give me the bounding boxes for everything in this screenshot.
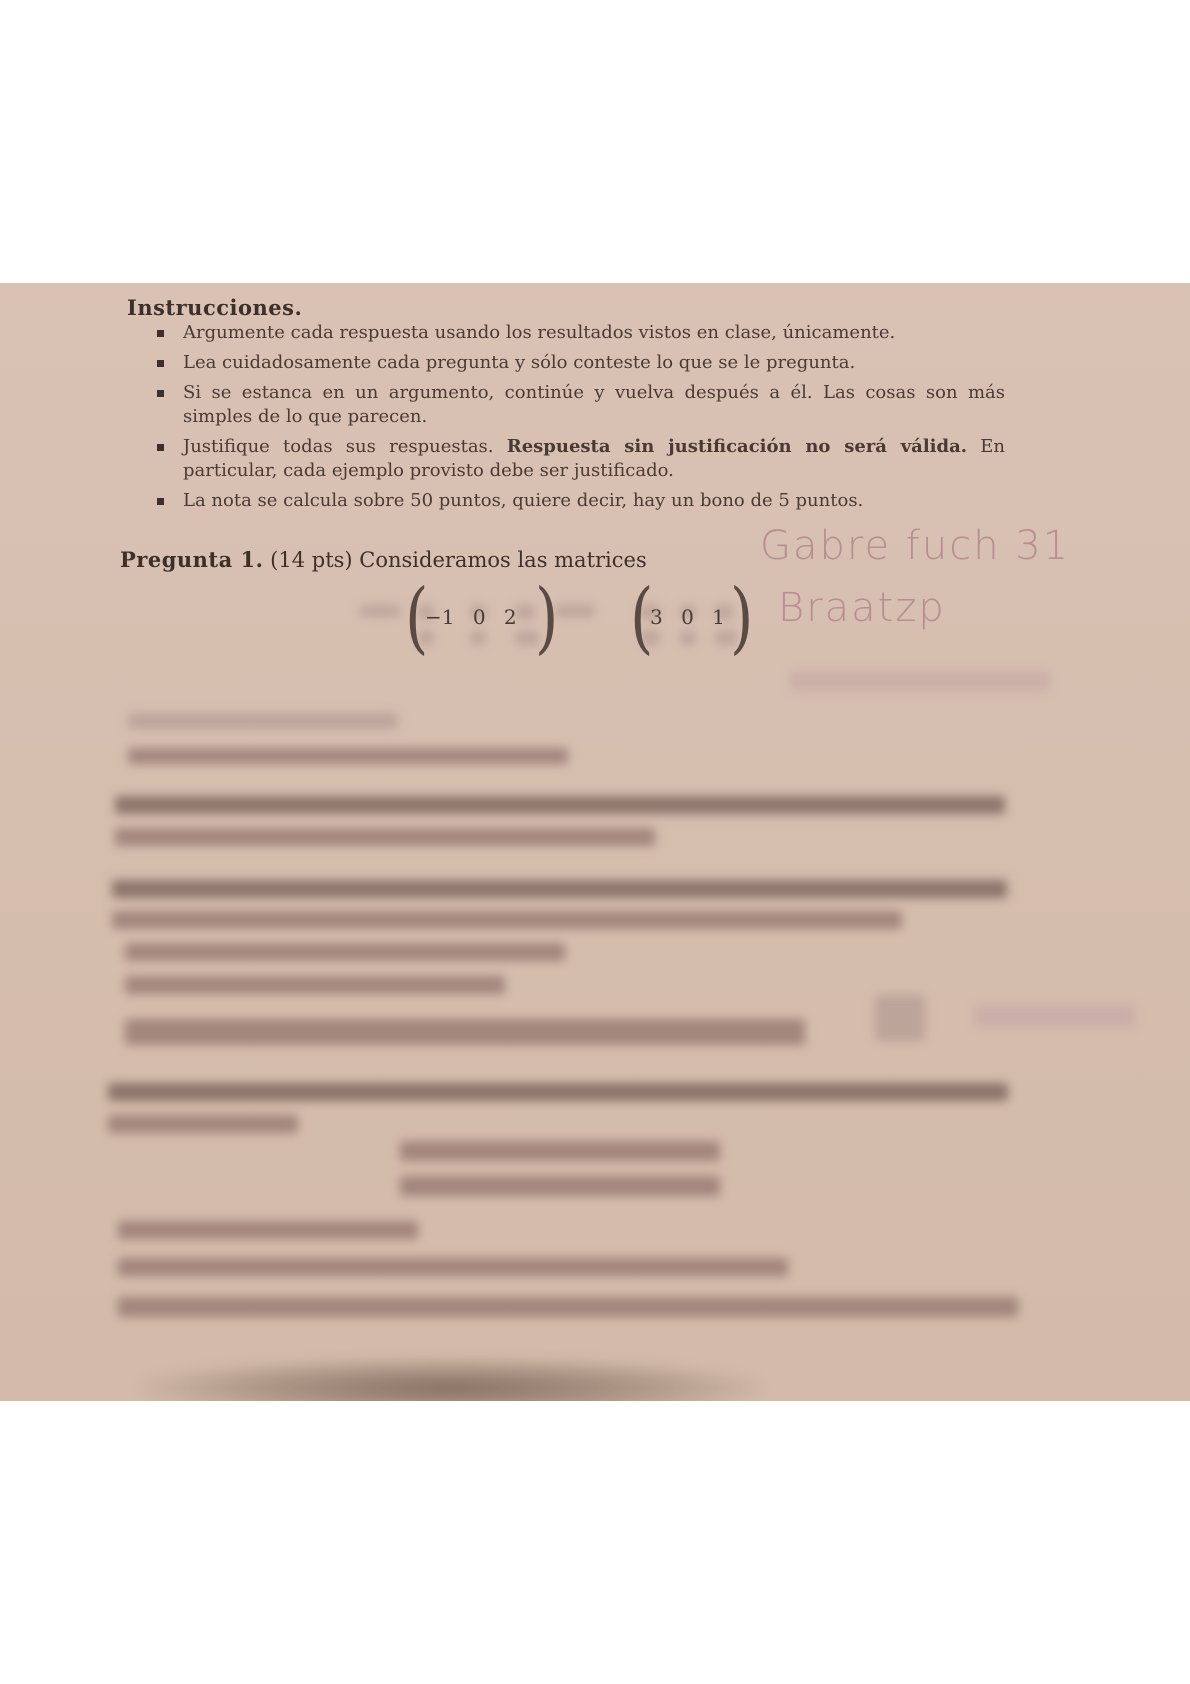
question-1 (120, 547, 647, 572)
matrix-a-row-1: −1 0 2 (425, 605, 517, 629)
page-shadow (140, 1358, 760, 1401)
handwritten-note: Braatzp (778, 585, 946, 631)
exam-photo (0, 283, 1190, 1401)
instructions-heading: Instrucciones. (127, 295, 303, 320)
matrix-a-right-paren: ) (535, 572, 559, 664)
instruction-item (155, 435, 1005, 483)
matrix-a-left-paren: ( (405, 572, 429, 664)
instruction-item: Si se estanca en un argumento, continúe y vuelva después a él. Las cosas son más simples de lo que parecen. (155, 381, 1005, 429)
question-text: (14 pts) Consideramos las matrices (270, 548, 647, 572)
question-label: Pregunta 1. (120, 547, 264, 572)
instruction-item: La nota se calcula sobre 50 puntos, quiere decir, hay un bono de 5 puntos. (155, 489, 1005, 513)
instruction-item: Argumente cada respuesta usando los resultados vistos en clase, únicamente. (155, 321, 1005, 345)
matrix-b-right-paren: ) (730, 572, 754, 664)
matrix-b-row-1: 3 0 1 (650, 605, 725, 629)
instruction-item: Lea cuidadosamente cada pregunta y sólo conteste lo que se le pregunta. (155, 351, 1005, 375)
handwritten-note: Gabre fuch 31 (760, 523, 1071, 569)
matrix-b-left-paren: ( (630, 572, 654, 664)
instruction-text: En particular, cada ejemplo provisto debe ser justificado. (183, 436, 1005, 481)
instruction-text: Justifique todas sus respuestas. (183, 436, 494, 457)
instructions-list (155, 321, 1005, 519)
instruction-bold-text: Respuesta sin justificación no será válida. (506, 436, 968, 457)
